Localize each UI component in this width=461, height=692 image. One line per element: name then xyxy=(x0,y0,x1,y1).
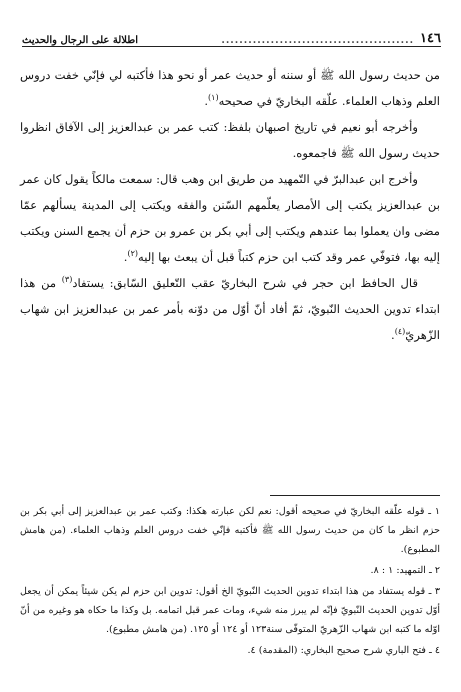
footnote-ref-3[interactable]: (٣) xyxy=(61,275,73,285)
paragraph-tail: . xyxy=(123,250,128,264)
footnotes xyxy=(20,502,440,662)
paragraph-text: وأخرجه أبو نعيم في تاريخ اصبهان بلفظ: كتب عمر بن عبدالعزيز إلى الآفاق انظروا حديث رسول الله ﷺ فاجمعوه. xyxy=(20,120,440,160)
footnote-ref-2[interactable]: (٢) xyxy=(127,249,138,259)
paragraph-tail: . xyxy=(204,94,209,108)
main-text xyxy=(20,62,440,348)
paragraph-text: وأخرج ابن عبدالبرّ في التّمهيد من طريق ابن وهب قال: سمعت مالكاً يقول كان عمر بن عبدالعزيز يكتب إلى الأمصار يعلّمهم السّنن والفقه ويكتب إلى المدينة يسألهم عمّا مضى وان يعملوا بما عندهم ويكتب إلى أبي بكر بن عمرو بن حزم أن يجمع السنن ويكتب إليه بها، فتوفّي عمر وقد كتب ابن حزم كتباً قبل أن يبعث بها إليه xyxy=(20,172,440,264)
paragraph-1 xyxy=(20,62,440,114)
footnote-divider xyxy=(270,495,440,496)
paragraph-4 xyxy=(20,270,440,348)
footnote-ref-4[interactable]: (٤) xyxy=(394,327,406,337)
paragraph-2 xyxy=(20,114,440,166)
footnote-3: ٣ ـ قوله يستفاد من هذا ابتداء تدوين الحديث النّبويّ الخ أقول: تدوين ابن حزم لم يكن شيئاً يمكن أن يجعل أوّل تدوين الحديث النّبويّ فإنّه لم يبرز منه شيء، ومات عمر قبل اتمامه. بل وكذا ما حكاه هو وغيره من أنّ اوّله ما كتبه ابن شهاب الزّهريّ المتوفّى سنة١٢٣ أو ١٢٤ أو ١٢٥. (من هامش مطبوع). xyxy=(20,586,440,635)
paragraph-text: من حديث رسول الله ﷺ أو سننه أو حديث عمر أو نحو هذا فأكتبه لي فإنّي خفت دروس العلم وذهاب العلماء. علّقه البخاريّ في صحيحه xyxy=(20,68,440,108)
running-header xyxy=(22,30,441,47)
footnote-4: ٤ ـ فتح الباري شرح صحيح البخاري: (المقدمة) ٤. xyxy=(247,645,440,656)
footnote-1: ١ ـ قوله علّقه البخاريّ في صحيحه أقول: نعم لكن عبارته هكذا: وكتب عمر بن عبدالعزيز إلى أبي بكر بن حزم انظر ما كان من حديث رسول الله ﷺ فأكتبه فإنّي خفت دروس العلم وذهاب العلماء. (من هامش المطبوع). xyxy=(20,506,440,555)
footnote-2: ٢ ـ التمهيد: ١ : ٨. xyxy=(370,565,440,576)
footnote-ref-1[interactable]: (١) xyxy=(208,93,219,103)
leader-dots: ........................................... xyxy=(221,35,415,46)
paragraph-3 xyxy=(20,166,440,270)
paragraph-text: قال الحافظ ابن حجر في شرح البخاريّ عقب التّعليق السّابق: يستفاد xyxy=(72,276,418,290)
page-number: ١٤٦ xyxy=(420,31,441,46)
paragraph-text-cont: من هذا ابتداء تدوين الحديث النّبويّ، ثمّ أفاد أنّ أوّل من دوّنه بأمر عمر بن عبدالعزيز ابن شهاب الزّهريّ xyxy=(20,276,440,342)
running-title: اطلالة على الرجال والحديث xyxy=(22,35,138,46)
paragraph-tail: . xyxy=(391,328,395,342)
